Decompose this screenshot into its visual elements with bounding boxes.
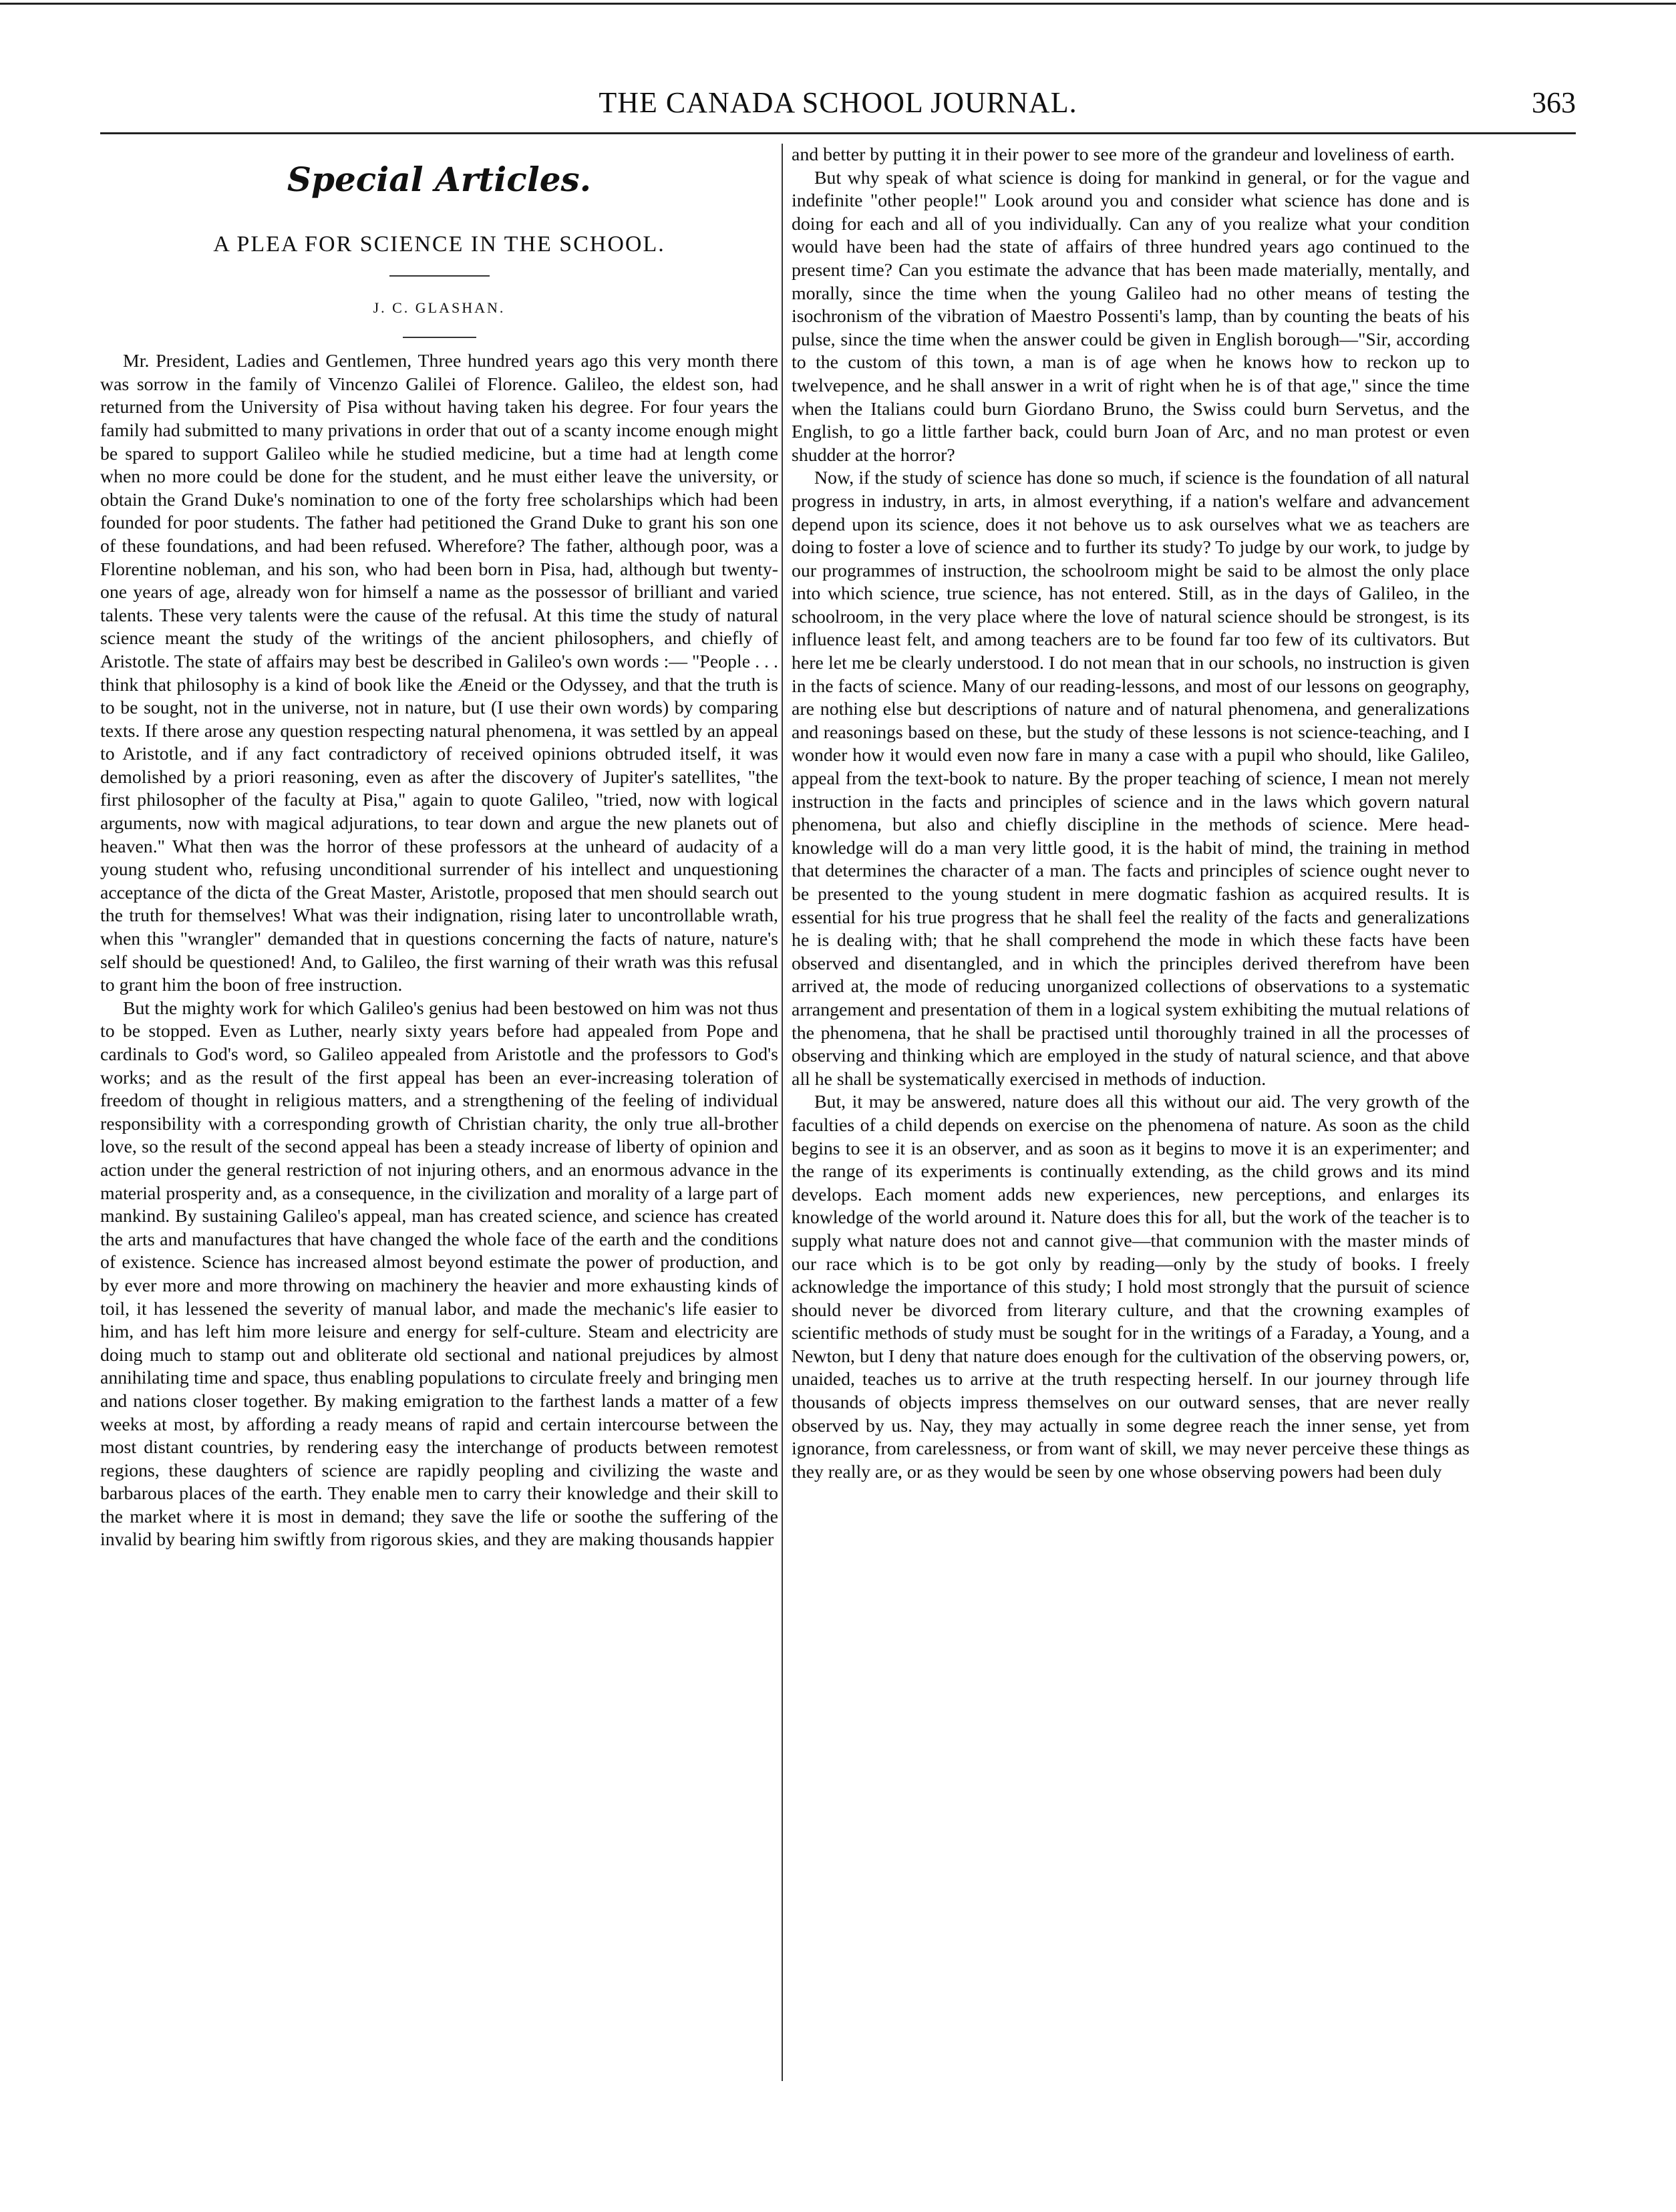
author-rule bbox=[403, 337, 476, 338]
header-rule bbox=[100, 132, 1576, 134]
paragraph: Mr. President, Ladies and Gentlemen, Three hundred years ago this very month there was sorrow in the family of Vincenzo Galilei of Florence. Galileo, the eldest son, had returned from the University of Pisa without having taken his degree. For four years the family had submitted to many privations in order that out of a scanty income enough might be spared to support Galileo while he studied medicine, but a time had at length come when no more could be done for the student, and he must either leave the university, or obtain the Grand Duke's nomination to one of the forty free scholarships which had been founded for poor students. The father had petitioned the Grand Duke to grant his son one of these foundations, and had been refused. Wherefore? The father, although poor, was a Florentine nobleman, and his son, who had been born in Pisa, had, although but twenty-one years of age, already won for himself a name as the possessor of brilliant and varied talents. These very talents were the cause of the refusal. At this time the study of natural science meant the study of the writings of the ancient philosophers, and chiefly of Aristotle. The state of affairs may best be described in Galileo's own words :— "People . . . think that philosophy is a kind of book like the Æneid or the Odyssey, and that the truth is to be sought, not in the universe, not in nature, but (I use their own words) by comparing texts. If there arose any question respecting natural phenomena, it was settled by an appeal to Aristotle, and if any fact contradictory of received opinions obtruded itself, it was demolished by a priori reasoning, even as after the discovery of Jupiter's satellites, "the first philosopher of the faculty at Pisa," again to quote Galileo, "tried, now with logical arguments, now with magical adjurations, to tear down and argue the new planets out of heaven." What then was the horror of these professors at the unheard of audacity of a young student who, refusing unconditional surrender of his intellect and unquestioning acceptance of the dicta of the Great Master, Aristotle, proposed that men should search out the truth for themselves! What was their indignation, rising later to uncontrollable wrath, when this "wrangler" demanded that in questions concerning the facts of nature, nature's self should be questioned! And, to Galileo, the first warning of their wrath was this refusal to grant him the boon of free instruction. bbox=[100, 351, 778, 996]
paragraph: and better by putting it in their power to see more of the grandeur and loveliness of earth. bbox=[792, 144, 1455, 165]
article-author: J. C. GLASHAN. bbox=[373, 299, 506, 316]
right-column bbox=[792, 144, 1470, 1484]
column-divider bbox=[782, 144, 783, 2081]
title-rule bbox=[389, 275, 490, 277]
top-border-rule bbox=[0, 3, 1676, 5]
journal-title: THE CANADA SCHOOL JOURNAL. bbox=[599, 86, 1077, 119]
article-title: A PLEA FOR SCIENCE IN THE SCHOOL. bbox=[213, 232, 665, 257]
section-title: Special Articles. bbox=[287, 160, 592, 199]
page-number: 363 bbox=[1532, 86, 1576, 119]
paragraph: Now, if the study of science has done so much, if science is the foundation of all natural progress in industry, in arts, in almost everything, if a nation's welfare and advancement depend upon its science, does it not behove us to ask ourselves what we as teachers are doing to foster a love of science and to further its study? To judge by our work, to judge by our programmes of instruction, the schoolroom might be said to be almost the only place into which science, true science, has not entered. Still, as in the days of Galileo, in the schoolroom, in the very place where the love of natural science should be strongest, is its influence least felt, and among teachers are to be found far too few of its cultivators. But here let me be clearly understood. I do not mean that in our schools, no instruction is given in the facts of science. Many of our reading-lessons, and most of our lessons on geography, are nothing else but descriptions of nature and of natural phenomena, and generalizations and reasonings based on these, but the study of these lessons is not science-teaching, and I wonder how it would even now fare in many a case with a pupil who should, like Galileo, appeal from the text-book to nature. By the proper teaching of science, I mean not merely instruction in the facts and principles of science and in the laws which govern natural phenomena, but also and chiefly discipline in the methods of science. Mere head-knowledge will do a man very little good, it is the habit of mind, the training in method that determines the character of a man. The facts and principles of science ought never to be presented to the young student in mere dogmatic fashion as acquired results. It is essential for his true progress that he shall feel the reality of the facts and generalizations he is dealing with; that he shall comprehend the mode in which these facts have been observed and disentangled, and in which the principles derived therefrom have been arrived at, the mode of reducing unorganized collections of observations to a systematic arrangement and presentation of them in a logical system exhibiting the mutual relations of the phenomena, that he shall be practised until thoroughly trained in all the processes of observing and thinking which are employed in the study of natural science, and that above all he shall be systematically exercised in methods of induction. bbox=[792, 468, 1470, 1090]
paragraph: But why speak of what science is doing for mankind in general, or for the vague and indefinite "other people!" Look around you and consider what science has done and is doing for each and all of you individually. Can any of you realize what your condition would have been had the state of affairs of three hundred years ago continued to the present time? Can you estimate the advance that has been made materially, mentally, and morally, since the time when the young Galileo had no other means of testing the isochronism of the vibration of Maestro Possenti's lamp, than by counting the beats of his pulse, since the time when the answer could be given in English borough—"Sir, according to the custom of this town, a man is of age when he knows how to reckon up to twelvepence, and he shall answer in a writ of right when he is of that age," since the time when the Italians could burn Giordano Bruno, the Swiss could burn Servetus, and the English, to go a little farther back, could burn Joan of Arc, and no man protest or even shudder at the horror? bbox=[792, 167, 1470, 466]
left-column bbox=[100, 144, 778, 1552]
page-header bbox=[100, 86, 1576, 120]
paragraph: But, it may be answered, nature does all this without our aid. The very growth of the faculties of a child depends on exercise on the phenomena of nature. As soon as the child begins to see it is an observer, and as soon as it begins to move it is an experimenter; and the range of its experiments is continually extending, as the child grows and its mind develops. Each moment adds new experiences, new perceptions, and enlarges its knowledge of the world around it. Nature does this for all, but the work of the teacher is to supply what nature does not and cannot give—that communion with the master minds of our race which is to be got only by reading—only by the study of books. I freely acknowledge the importance of this study; I hold most strongly that the pursuit of science should never be divorced from literary culture, and that the crowning examples of scientific methods of study must be sought for in the writings of a Faraday, a Young, and a Newton, but I deny that nature does enough for the cultivation of the observing powers, or, unaided, teaches us to arrive at the truth respecting herself. In our journey through life thousands of objects impress themselves on our outward senses, that are never really observed by us. Nay, they may actually in some degree reach the inner sense, yet from ignorance, from carelessness, or from want of skill, we may never perceive these things as they really are, or as they would be seen by one whose observing powers had been duly bbox=[792, 1092, 1470, 1482]
paragraph: But the mighty work for which Galileo's genius had been bestowed on him was not thus to be stopped. Even as Luther, nearly sixty years before had appealed from Pope and cardinals to God's word, so Galileo appealed from Aristotle and the professors to God's works; and as the result of the first appeal has been an ever-increasing toleration of freedom of thought in religious matters, and a strengthening of the feeling of individual responsibility with a corresponding growth of Christian charity, the only true all-brother love, so the result of the second appeal has been a steady increase of liberty of opinion and action under the general restriction of not injuring others, and an enormous advance in the material prosperity and, as a consequence, in the civilization and morality of a large part of mankind. By sustaining Galileo's appeal, man has created science, and science has created the arts and manufactures that have changed the whole face of the earth and the conditions of existence. Science has increased almost beyond estimate the power of production, and by ever more and more throwing on machinery the heavier and more exhausting kinds of toil, it has lessened the severity of manual labor, and made the mechanic's life easier to him, and has left him more leisure and energy for self-culture. Steam and electricity are doing much to stamp out and obliterate old sectional and national prejudices by almost annihilating time and space, thus enabling populations to circulate freely and bringing men and nations closer together. By making emigration to the farthest lands a matter of a few weeks at most, by affording a ready means of rapid and certain intercourse between the most distant countries, by rendering easy the interchange of products between remotest regions, these daughters of science are rapidly peopling and civilizing the waste and barbarous places of the earth. They enable men to carry their knowledge and their skill to the market where it is most in demand; they save the life or soothe the suffering of the invalid by bearing him swiftly from rigorous skies, and they are making thousands happier bbox=[100, 997, 778, 1551]
